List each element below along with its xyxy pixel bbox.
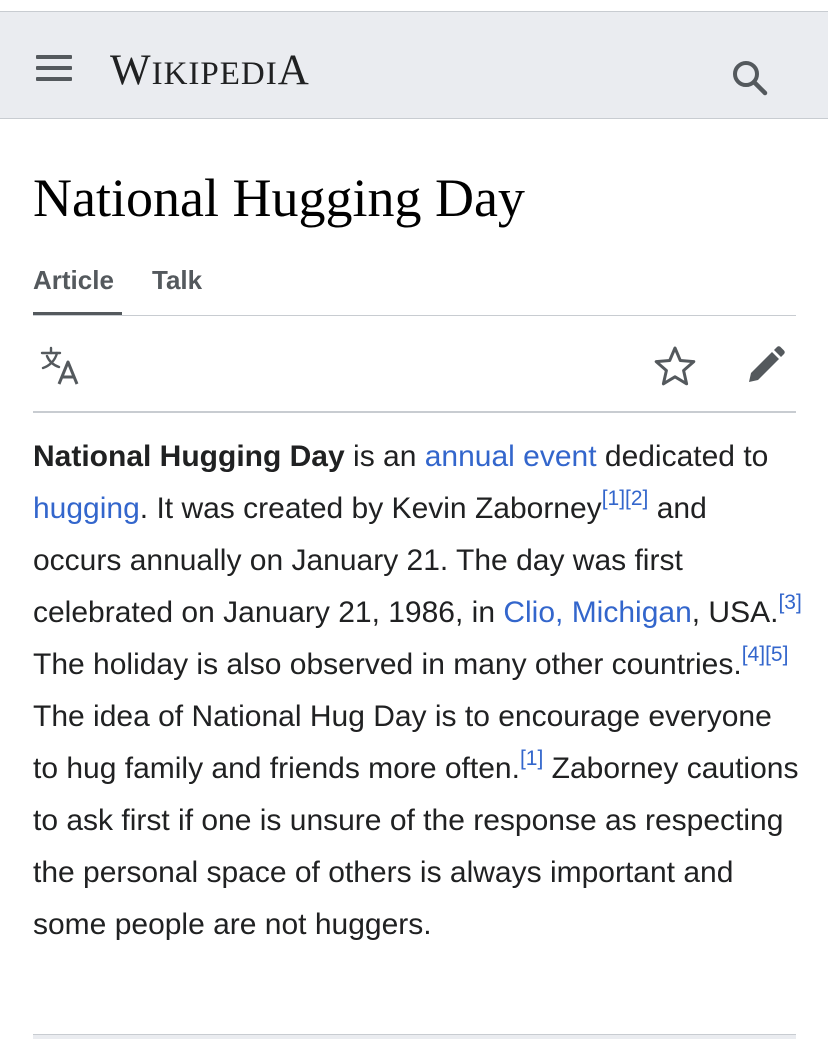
reference-4[interactable]: [4] xyxy=(741,643,766,666)
page-actions-bar xyxy=(33,316,796,413)
paragraph-text: , USA. xyxy=(691,596,779,629)
reference-1[interactable]: [1] xyxy=(601,487,626,510)
link-hugging[interactable]: hugging xyxy=(33,492,140,525)
main-menu-button[interactable] xyxy=(34,53,74,83)
reference-5[interactable]: [5] xyxy=(765,643,789,666)
star-icon xyxy=(653,344,697,388)
watch-button[interactable] xyxy=(653,344,697,388)
section-divider xyxy=(33,1034,796,1039)
reference-3[interactable]: [3] xyxy=(778,591,802,614)
logo-final: A xyxy=(277,47,310,94)
reference-2[interactable]: [2] xyxy=(625,487,649,510)
tab-article[interactable]: Article xyxy=(33,262,122,315)
page-title: National Hugging Day xyxy=(33,168,525,228)
site-header xyxy=(0,12,828,119)
paragraph-text: Zaborney cautions to ask first if one is unsure of the response as respecting the personal space of others is always important and some people are not huggers. xyxy=(33,752,799,941)
paragraph-text: The holiday is also observed in many other countries. xyxy=(33,648,742,681)
article-lead-paragraph xyxy=(33,431,803,951)
wikipedia-logo[interactable] xyxy=(110,49,310,92)
pencil-icon xyxy=(743,344,787,388)
paragraph-text: and occurs annually on January 21. The day was first celebrated on January 21, 1986, in xyxy=(33,492,707,629)
paragraph-text: . It was created by Kevin Zaborney xyxy=(139,492,602,525)
edit-button[interactable] xyxy=(743,344,787,388)
tab-talk[interactable]: Talk xyxy=(152,265,203,295)
logo-initial: W xyxy=(110,47,152,94)
hamburger-menu-icon xyxy=(36,55,72,59)
search-icon xyxy=(728,56,772,100)
article-bold-title: National Hugging Day xyxy=(33,440,345,473)
language-button[interactable] xyxy=(39,344,83,388)
page-tabs xyxy=(33,262,796,316)
paragraph-text: dedicated to xyxy=(596,440,769,473)
paragraph-text: is an xyxy=(344,440,425,473)
link-clio-michigan[interactable]: Clio, Michigan xyxy=(503,596,692,629)
hamburger-menu-icon-bar xyxy=(36,66,72,70)
hamburger-menu-icon-bar xyxy=(36,77,72,81)
link-annual-event[interactable]: annual event xyxy=(424,440,597,473)
reference-1-repeat[interactable]: [1] xyxy=(519,747,544,770)
language-icon xyxy=(39,344,83,388)
logo-middle: IKIPEDI xyxy=(151,56,278,92)
paragraph-text: The idea of National Hug Day is to encourage everyone to hug family and friends more often. xyxy=(33,700,772,785)
search-button[interactable] xyxy=(728,56,772,100)
